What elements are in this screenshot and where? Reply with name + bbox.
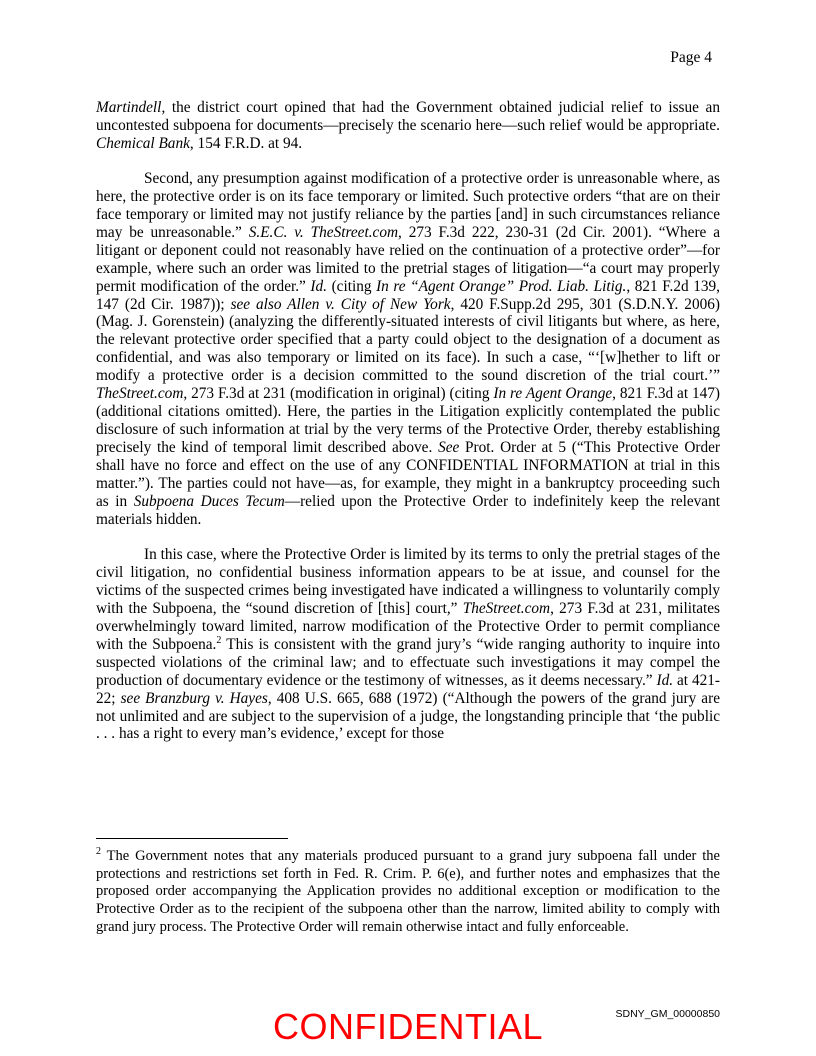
paragraph-3: [96, 546, 720, 743]
citation-italic: TheStreet.com: [96, 385, 184, 403]
text-run: Prot. Order at 5 (“This Protective Order shall have no force and effect on the use of any CONFIDENTIAL INFORMATION at trial in this matter.”). The parties could not have—as, for example, they might in a bankruptcy proceeding such as in: [96, 439, 720, 511]
text-run: , 273 F.3d at 231, militates overwhelmingly toward limited, narrow modification of the Protective Order to permit compliance with the Subpoena.: [96, 599, 720, 653]
footnote-ref: 2: [216, 634, 222, 646]
text-run: , 821 F.2d 139, 147 (2d Cir. 1987));: [96, 277, 720, 313]
text-run: , 154 F.R.D. at 94.: [189, 134, 303, 152]
citation-italic: Subpoena Duces Tecum: [133, 493, 285, 511]
citation-italic: S.E.C. v. TheStreet.com: [248, 223, 399, 241]
citation-italic: see Branzburg v. Hayes: [120, 689, 268, 707]
citation-italic: see also Allen v. City of New York: [230, 295, 451, 313]
text-run: , 273 F.3d at 231 (modification in original) (citing: [183, 385, 494, 403]
text-run: In this case, where the Protective Order is limited by its terms to only the pretrial stages of the civil litigation, no confidential business information appears to be at issue, and counsel for the victims of the suspected crimes being investigated have indicated a willingness to voluntarily comply with the Subpoena, the “sound discretion of [this] court,”: [96, 545, 720, 617]
citation-italic: In re Agent Orange: [493, 385, 613, 403]
confidential-stamp: CONFIDENTIAL: [272, 1006, 544, 1047]
text-run: , 408 U.S. 665, 688 (1972) (“Although the powers of the grand jury are not unlimited and are subject to the supervision of a judge, the longstanding principle that ‘the public . . . has a right to every man’s evidence,’ except for those: [96, 689, 720, 743]
text-run: —relied upon the Protective Order to indefinitely keep the relevant materials hidden.: [96, 493, 720, 528]
bates-number: SDNY_GM_00000850: [615, 1008, 720, 1020]
citation-italic: TheStreet.com: [462, 599, 551, 617]
text-run: The Government notes that any materials produced pursuant to a grand jury subpoena fall under the protections and restrictions set forth in Fed. R. Crim. P. 6(e), and further notes and emphasizes that the proposed order accompanying the Application provides no additional exception or modification to the Protective Order as to the recipient of the subpoena other than the narrow, limited ability to comply with grand jury process. The Protective Order will remain otherwise intact and fully enforceable.: [96, 848, 720, 935]
citation-italic: See: [438, 439, 460, 457]
footnote-2: [96, 848, 720, 937]
citation-italic: Chemical Bank: [96, 134, 190, 152]
footnote-ref: 2: [96, 846, 101, 858]
text-run: at 421-22;: [96, 671, 720, 707]
body-text: [96, 99, 720, 743]
paragraph-1: [96, 99, 720, 153]
citation-italic: Martindell: [96, 99, 162, 116]
text-run: This is consistent with the grand jury’s “wide ranging authority to inquire into suspected violations of the criminal law; and to effectuate such investigations it may compel the production of documentary evidence or the testimony of witnesses, as it deems necessary.”: [96, 635, 721, 689]
text-run: , the district court opined that had the Government obtained judicial relief to issue an uncontested subpoena for documents—precisely the scenario here—such relief would be appropriate.: [96, 99, 720, 134]
citation-italic: Id.: [656, 671, 674, 689]
citation-italic: Id.: [310, 277, 327, 295]
citation-italic: In re “Agent Orange” Prod. Liab. Litig.: [376, 277, 627, 295]
paragraph-2: [96, 170, 720, 529]
footnote-separator: [96, 838, 288, 839]
text-run: , 821 F.3d at 147) (additional citations omitted). Here, the parties in the Litigation explicitly contemplated the public disclosure of such information at trial by the very terms of the Protective Order, thereby establishing precisely the kind of temporal limit described above.: [96, 385, 721, 457]
text-run: Second, any presumption against modification of a protective order is unreasonable where, as here, the protective order is on its face temporary or limited. Such protective orders “that are on their face temporary or limited may not justify reliance by the parties [and] in such circumstances reliance may be unreasonable.”: [96, 169, 720, 241]
text-run: (citing: [327, 277, 377, 295]
text-run: , 273 F.3d 222, 230-31 (2d Cir. 2001). “Where a litigant or deponent could not reasonably have relied on the continuation of a protective order”—for example, where such an order was limited to the pretrial stages of litigation—“a court may properly permit modification of the order.”: [96, 223, 720, 295]
page-number: Page 4: [670, 49, 712, 66]
text-run: , 420 F.Supp.2d 295, 301 (S.D.N.Y. 2006) (Mag. J. Gorenstein) (analyzing the differently-situated interests of civil litigants but where, as here, the relevant protective order specified that a party could object to the designation of a document as confidential, and was also temporary or limited on its face). In such a case, “‘[w]hether to lift or modify a protective order is a decision committed to the sound discretion of the trial court.’”: [96, 295, 720, 385]
